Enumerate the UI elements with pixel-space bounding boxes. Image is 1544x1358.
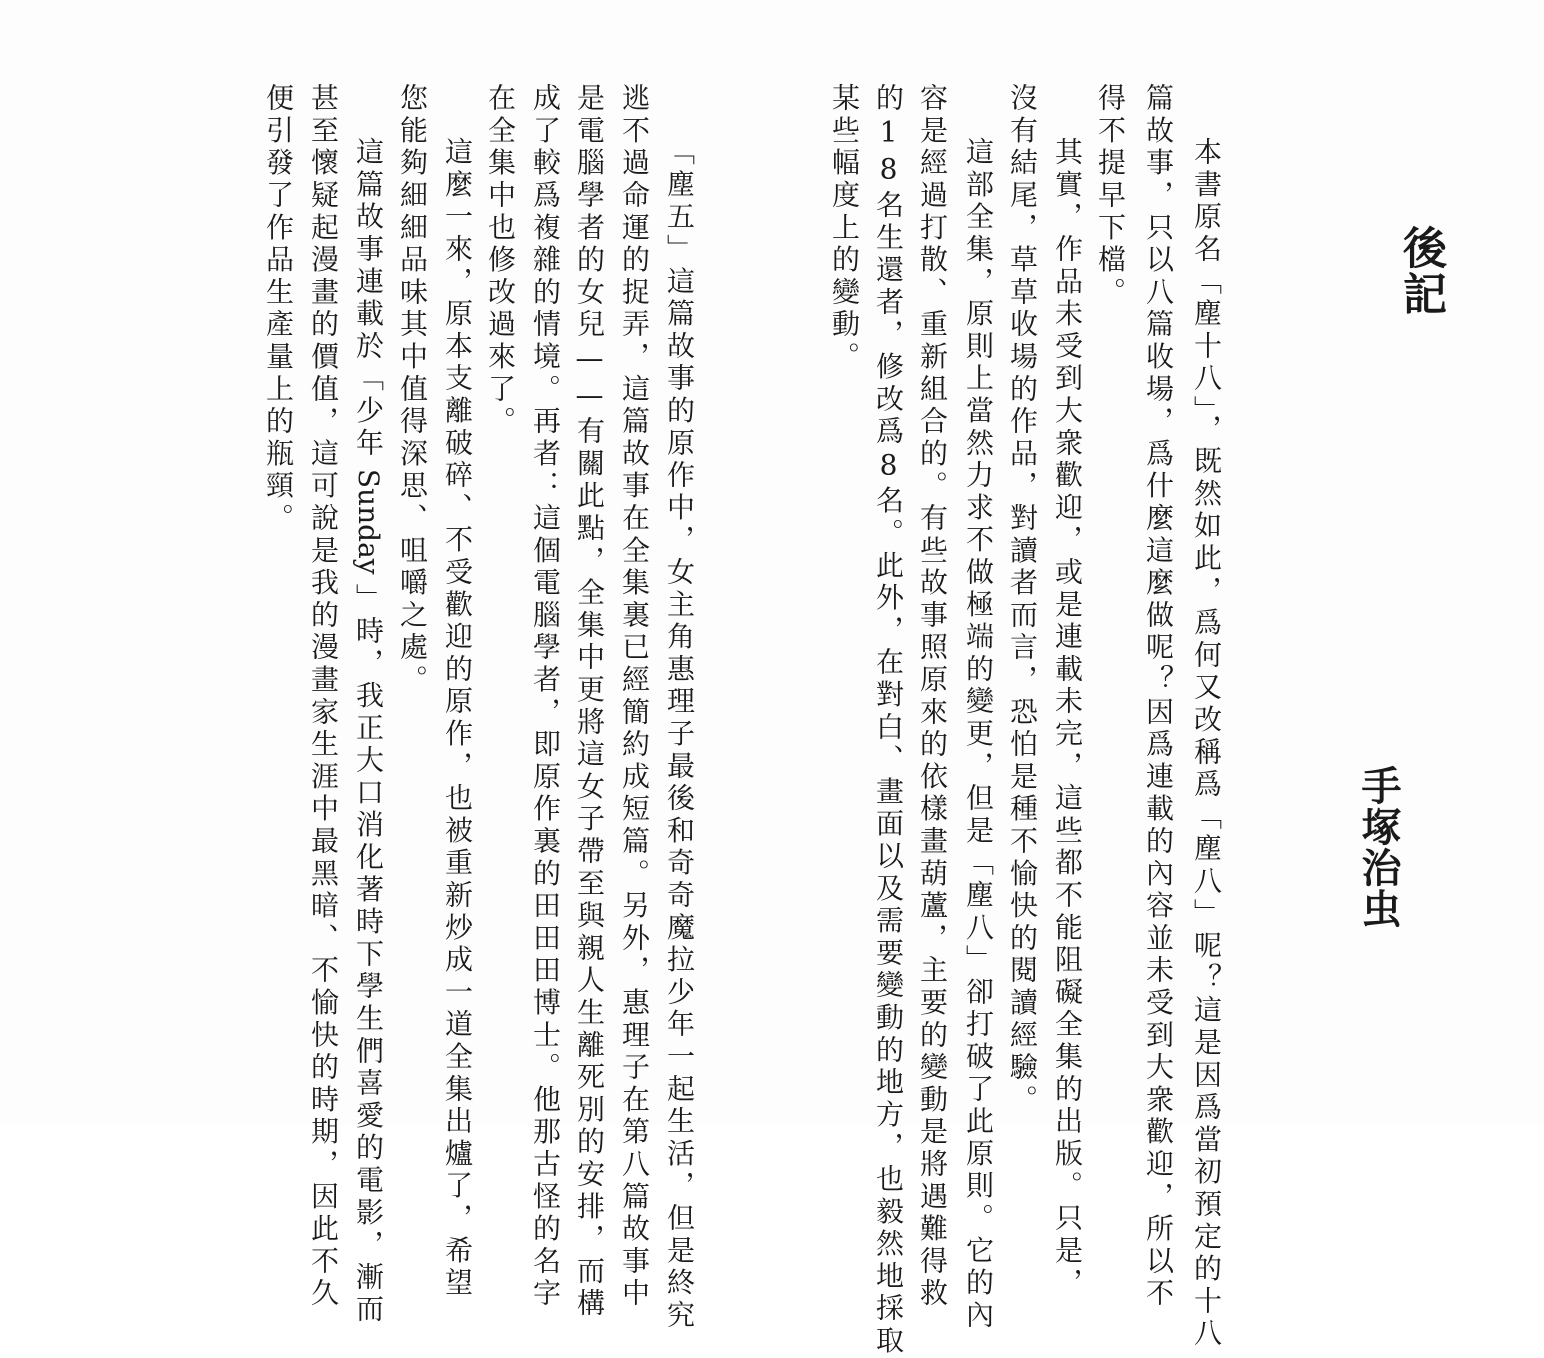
text-column-12: 是電腦學者的女兒——有關此點，全集中更將這女子帶至與親人生離死別的安排，而構 <box>573 83 606 1321</box>
text-column-19: 便引發了作品生產量上的瓶頸。 <box>262 83 295 536</box>
text-column-13: 成了較爲複雜的情境。再者：這個電腦學者，即原作裏的田田田博士。他那古怪的名字 <box>529 83 562 1311</box>
text-column-14: 在全集中也修改過來了。 <box>484 83 517 439</box>
text-column-6: 這部全集，原則上當然力求不做極端的變更，但是「塵八」卻打破了此原則。它的內 <box>962 137 995 1333</box>
text-column-2: 篇故事，只以八篇收場，爲什麼這麼做呢？因爲連載的內容並未受到大衆歡迎，所以不 <box>1142 83 1175 1311</box>
text-column-1: 本書原名「塵十八」，既然如此，爲何又改稱爲「塵八」呢？這是因爲當初預定的十八 <box>1190 137 1223 1351</box>
text-column-18: 甚至懷疑起漫畫的價值，這可說是我的漫畫家生涯中最黑暗、不愉快的時期，因此不久 <box>307 83 340 1311</box>
text-column-3: 得不提早下檔。 <box>1094 83 1127 310</box>
text-column-9: 某些幅度上的變動。 <box>828 83 861 374</box>
text-column-4: 其實，作品未受到大衆歡迎，或是連載未完，這些都不能阻礙全集的出版。只是， <box>1051 137 1084 1300</box>
text-column-16: 您能夠細細品味其中值得深思、咀嚼之處。 <box>396 83 429 697</box>
text-column-8: 的18名生還者，修改爲8名。此外，在對白、畫面以及需要變動的地方，也毅然地採取 <box>872 83 905 1358</box>
text-column-7: 容是經過打散、重新組合的。有些故事照原來的依樣畫葫蘆，主要的變動是將遇難得救 <box>916 83 949 1311</box>
text-column-17-post: 」時，我正大口消化著時下學生們喜愛的電影，漸而 <box>352 583 385 1327</box>
text-column-5: 沒有結尾，草草收場的作品，對讀者而言，恐怕是種不愉快的閱讀經驗。 <box>1006 83 1039 1117</box>
text-column-15: 這麼一來，原本支離破碎、不受歡迎的原作，也被重新炒成一道全集出爐了，希望 <box>441 137 474 1300</box>
text-column-10: 「塵五」這篇故事的原作中，女主角惠理子最後和奇奇魔拉少年一起生活，但是終究 <box>663 137 696 1333</box>
magazine-name-latin: Sunday <box>352 460 385 584</box>
text-column-17-pre: 這篇故事連載於「少年 <box>352 137 385 460</box>
text-column-11: 逃不過命運的捉弄，這篇故事在全集裏已經簡約成短篇。另外，惠理子在第八篇故事中 <box>618 83 651 1311</box>
author-name: 手塚治虫 <box>1355 765 1402 929</box>
page-title: 後記 <box>1395 225 1446 317</box>
text-column-17 <box>352 137 385 1327</box>
